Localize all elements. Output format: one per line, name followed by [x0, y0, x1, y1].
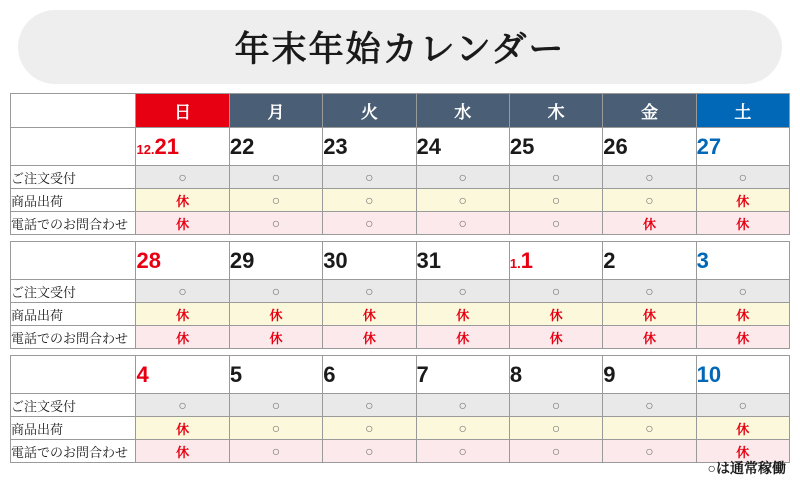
date-number: 10 [696, 361, 722, 387]
status-cell-product-shipping [416, 189, 509, 212]
open-mark: ○ [738, 283, 748, 299]
open-mark: ○ [551, 420, 561, 436]
open-mark: ○ [365, 215, 374, 231]
service-row-order-reception [11, 394, 790, 417]
status-cell-phone-inquiry [136, 440, 229, 463]
open-mark: ○ [365, 192, 374, 208]
status-cell-phone-inquiry [603, 212, 696, 235]
closed-mark: 休 [269, 330, 283, 346]
page-title-banner [18, 10, 782, 84]
date-cell [416, 242, 509, 280]
open-mark: ○ [271, 169, 281, 185]
date-cell [509, 242, 602, 280]
open-mark: ○ [365, 420, 374, 436]
header-corner-blank [11, 94, 136, 128]
status-cell-order-reception [696, 394, 789, 417]
open-mark: ○ [178, 283, 187, 299]
closed-mark: 休 [269, 307, 283, 323]
closed-mark: 休 [176, 193, 190, 209]
open-mark: ○ [458, 443, 467, 459]
status-cell-product-shipping [603, 189, 696, 212]
date-cell [696, 128, 789, 166]
date-cell [229, 242, 322, 280]
open-mark: ○ [365, 169, 374, 185]
open-mark: ○ [271, 215, 281, 231]
open-mark: ○ [271, 192, 281, 208]
status-cell-phone-inquiry [509, 440, 602, 463]
date-row-label-blank [11, 128, 136, 166]
closed-mark: 休 [642, 307, 656, 323]
open-mark: ○ [178, 397, 187, 413]
status-cell-product-shipping [229, 417, 322, 440]
status-cell-phone-inquiry [323, 326, 416, 349]
open-mark: ○ [551, 397, 561, 413]
status-cell-order-reception [229, 166, 322, 189]
status-cell-product-shipping [136, 417, 229, 440]
open-mark: ○ [365, 397, 374, 413]
open-mark: ○ [178, 169, 187, 185]
date-number: 28 [136, 247, 161, 273]
week-spacer [11, 349, 790, 356]
open-mark: ○ [458, 283, 467, 299]
status-cell-product-shipping [509, 189, 602, 212]
date-cell [323, 242, 416, 280]
date-row [11, 128, 790, 166]
service-label-product-shipping: 商品出荷 [11, 303, 136, 326]
status-cell-order-reception [323, 166, 416, 189]
service-label-order-reception: ご注文受付 [11, 394, 136, 417]
status-cell-phone-inquiry [509, 212, 602, 235]
open-mark: ○ [738, 397, 748, 413]
status-cell-phone-inquiry [603, 326, 696, 349]
open-mark: ○ [271, 397, 281, 413]
closed-mark: 休 [456, 307, 470, 323]
date-cell [603, 242, 696, 280]
service-label-phone-inquiry: 電話でのお問合わせ [11, 212, 136, 235]
status-cell-product-shipping [603, 303, 696, 326]
open-mark: ○ [551, 443, 561, 459]
open-mark: ○ [551, 169, 561, 185]
weekday-header-1: 月 [229, 94, 322, 128]
closed-mark: 休 [176, 421, 190, 437]
status-cell-phone-inquiry [323, 212, 416, 235]
date-cell [416, 356, 509, 394]
service-label-phone-inquiry: 電話でのお問合わせ [11, 440, 136, 463]
open-mark: ○ [551, 192, 561, 208]
closed-mark: 休 [176, 216, 190, 232]
status-cell-product-shipping [509, 303, 602, 326]
open-mark: ○ [645, 420, 654, 436]
weekday-header-3: 水 [416, 94, 509, 128]
date-cell [229, 356, 322, 394]
open-mark: ○ [458, 215, 467, 231]
service-row-order-reception [11, 166, 790, 189]
closed-mark: 休 [549, 307, 563, 323]
date-number: 6 [323, 361, 336, 387]
service-row-product-shipping [11, 189, 790, 212]
status-cell-phone-inquiry [229, 326, 322, 349]
closed-mark: 休 [736, 421, 750, 437]
service-row-phone-inquiry [11, 326, 790, 349]
closed-mark: 休 [456, 330, 470, 346]
date-cell [509, 128, 602, 166]
date-number: 30 [323, 247, 348, 273]
date-number: 23 [323, 133, 348, 159]
service-label-phone-inquiry: 電話でのお問合わせ [11, 326, 136, 349]
weekday-header-2: 火 [323, 94, 416, 128]
date-number: 27 [696, 133, 722, 159]
status-cell-order-reception [229, 280, 322, 303]
status-cell-order-reception [416, 280, 509, 303]
open-mark: ○ [645, 283, 654, 299]
status-cell-product-shipping [416, 417, 509, 440]
closed-mark: 休 [736, 216, 750, 232]
date-row-label-blank [11, 356, 136, 394]
status-cell-order-reception [603, 394, 696, 417]
date-row [11, 356, 790, 394]
week-spacer-cell [11, 349, 790, 356]
status-cell-product-shipping [136, 189, 229, 212]
service-row-product-shipping [11, 303, 790, 326]
date-number: 29 [229, 247, 255, 273]
status-cell-phone-inquiry [603, 440, 696, 463]
week-spacer [11, 235, 790, 242]
open-mark: ○ [551, 283, 561, 299]
date-cell [229, 128, 322, 166]
open-mark: ○ [365, 443, 374, 459]
weekday-header-row [11, 94, 790, 128]
open-mark: ○ [458, 192, 467, 208]
open-mark: ○ [738, 169, 748, 185]
weekday-header-5: 金 [603, 94, 696, 128]
date-number: 5 [229, 361, 243, 387]
legend-note: ○は通常稼働 [707, 460, 786, 476]
date-number: 9 [603, 361, 616, 387]
open-mark: ○ [271, 283, 281, 299]
open-mark: ○ [551, 215, 561, 231]
status-cell-phone-inquiry [136, 212, 229, 235]
date-number: 8 [509, 361, 523, 387]
service-row-product-shipping [11, 417, 790, 440]
status-cell-product-shipping [136, 303, 229, 326]
status-cell-product-shipping [603, 417, 696, 440]
weekday-header-0: 日 [136, 94, 229, 128]
date-cell [323, 356, 416, 394]
status-cell-phone-inquiry [416, 326, 509, 349]
status-cell-order-reception [603, 280, 696, 303]
service-label-product-shipping: 商品出荷 [11, 417, 136, 440]
page-title: 年末年始カレンダー [234, 30, 566, 69]
weekday-header-4: 木 [509, 94, 602, 128]
status-cell-order-reception [509, 166, 602, 189]
date-cell [509, 356, 602, 394]
service-row-phone-inquiry [11, 440, 790, 463]
date-number: 2 [603, 247, 616, 273]
date-cell [696, 356, 789, 394]
date-cell [603, 128, 696, 166]
date-number: 7 [416, 361, 429, 387]
date-number: 1 [520, 247, 533, 273]
status-cell-product-shipping [416, 303, 509, 326]
date-row-label-blank [11, 242, 136, 280]
date-cell [136, 356, 229, 394]
date-number: 4 [136, 361, 149, 387]
status-cell-phone-inquiry [696, 326, 789, 349]
status-cell-product-shipping [323, 189, 416, 212]
status-cell-product-shipping [696, 417, 789, 440]
service-row-phone-inquiry [11, 212, 790, 235]
status-cell-order-reception [323, 280, 416, 303]
closed-mark: 休 [549, 330, 563, 346]
date-number: 31 [416, 247, 442, 273]
status-cell-phone-inquiry [509, 326, 602, 349]
open-mark: ○ [645, 443, 654, 459]
date-month-prefix: 12. [136, 141, 155, 157]
status-cell-phone-inquiry [416, 212, 509, 235]
status-cell-product-shipping [323, 303, 416, 326]
status-cell-product-shipping [229, 189, 322, 212]
status-cell-phone-inquiry [136, 326, 229, 349]
status-cell-order-reception [323, 394, 416, 417]
service-label-product-shipping: 商品出荷 [11, 189, 136, 212]
status-cell-product-shipping [696, 303, 789, 326]
status-cell-order-reception [136, 280, 229, 303]
open-mark: ○ [645, 397, 654, 413]
open-mark: ○ [271, 420, 281, 436]
open-mark: ○ [271, 443, 281, 459]
date-number: 3 [696, 247, 709, 273]
closed-mark: 休 [736, 444, 750, 460]
closed-mark: 休 [736, 193, 750, 209]
open-mark: ○ [458, 169, 467, 185]
closed-mark: 休 [176, 307, 190, 323]
date-number: 26 [603, 133, 628, 159]
status-cell-order-reception [509, 280, 602, 303]
status-cell-order-reception [136, 166, 229, 189]
open-mark: ○ [645, 169, 654, 185]
date-number: 21 [154, 133, 180, 159]
closed-mark: 休 [362, 330, 376, 346]
date-cell [603, 356, 696, 394]
status-cell-phone-inquiry [229, 212, 322, 235]
date-number: 25 [509, 133, 535, 159]
status-cell-order-reception [603, 166, 696, 189]
status-cell-order-reception [416, 394, 509, 417]
status-cell-order-reception [229, 394, 322, 417]
status-cell-product-shipping [509, 417, 602, 440]
date-cell [696, 242, 789, 280]
closed-mark: 休 [176, 444, 190, 460]
status-cell-order-reception [696, 280, 789, 303]
date-cell [136, 242, 229, 280]
weekday-header-6: 土 [696, 94, 789, 128]
open-mark: ○ [458, 397, 467, 413]
year-end-calendar-table [10, 93, 790, 463]
closed-mark: 休 [642, 216, 656, 232]
open-mark: ○ [458, 420, 467, 436]
date-cell [416, 128, 509, 166]
closed-mark: 休 [642, 330, 656, 346]
status-cell-order-reception [696, 166, 789, 189]
status-cell-product-shipping [229, 303, 322, 326]
status-cell-phone-inquiry [229, 440, 322, 463]
open-mark: ○ [645, 192, 654, 208]
date-row [11, 242, 790, 280]
status-cell-phone-inquiry [323, 440, 416, 463]
status-cell-order-reception [509, 394, 602, 417]
status-cell-phone-inquiry [696, 212, 789, 235]
service-label-order-reception: ご注文受付 [11, 166, 136, 189]
service-row-order-reception [11, 280, 790, 303]
closed-mark: 休 [176, 330, 190, 346]
closed-mark: 休 [736, 307, 750, 323]
date-number: 24 [416, 133, 442, 159]
service-label-order-reception: ご注文受付 [11, 280, 136, 303]
status-cell-phone-inquiry [416, 440, 509, 463]
date-cell [136, 128, 229, 166]
status-cell-product-shipping [696, 189, 789, 212]
status-cell-order-reception [416, 166, 509, 189]
open-mark: ○ [365, 283, 374, 299]
date-month-prefix: 1. [509, 255, 521, 271]
date-cell [323, 128, 416, 166]
status-cell-order-reception [136, 394, 229, 417]
date-number: 22 [229, 133, 255, 159]
closed-mark: 休 [362, 307, 376, 323]
status-cell-product-shipping [323, 417, 416, 440]
closed-mark: 休 [736, 330, 750, 346]
week-spacer-cell [11, 235, 790, 242]
